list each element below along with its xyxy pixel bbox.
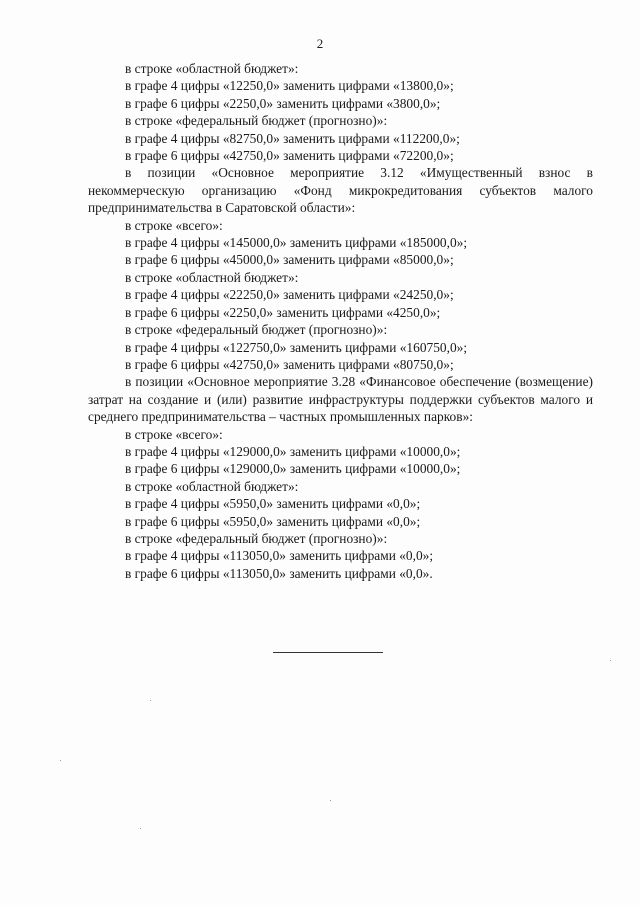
text-line: в строке «федеральный бюджет (прогнозно)»: xyxy=(125,530,388,546)
closing-separator-line xyxy=(273,652,383,653)
page-number: 2 xyxy=(316,36,324,51)
text-line: в строке «федеральный бюджет (прогнозно)»: xyxy=(125,113,388,129)
paragraph: в позиции «Основное мероприятие 3.12 «Имущественный взнос в некоммерческую организацию «Фонд микрокредитования субъектов малого предпринимательства в Саратовской области»: xyxy=(88,165,593,216)
text-line: в графе 4 цифры «82750,0» заменить цифрами «112200,0»; xyxy=(125,130,460,146)
text-line: в графе 6 цифры «2250,0» заменить цифрами «4250,0»; xyxy=(125,304,441,320)
scan-speck xyxy=(60,760,61,761)
text-line: в графе 6 цифры «42750,0» заменить цифрами «80750,0»; xyxy=(125,356,454,372)
text-line: в строке «федеральный бюджет (прогнозно)»: xyxy=(125,322,388,338)
document-body xyxy=(88,60,593,582)
text-line: в строке «областной бюджет»: xyxy=(125,269,299,285)
scan-speck xyxy=(150,700,151,701)
text-line: в графе 6 цифры «42750,0» заменить цифрами «72200,0»; xyxy=(125,148,454,164)
text-line: в строке «всего»: xyxy=(125,426,223,442)
text-line: в графе 6 цифры «45000,0» заменить цифрами «85000,0»; xyxy=(125,252,454,268)
text-line: в графе 4 цифры «22250,0» заменить цифрами «24250,0»; xyxy=(125,287,454,303)
paragraph: в позиции «Основное мероприятие 3.28 «Финансовое обеспечение (возмещение) затрат на создание и (или) развитие инфраструктуры поддержки субъектов малого и среднего предпринимательства – частных промышленных парков»: xyxy=(88,374,593,425)
text-line: в графе 4 цифры «12250,0» заменить цифрами «13800,0»; xyxy=(125,78,454,94)
text-line: в графе 4 цифры «122750,0» заменить цифрами «160750,0»; xyxy=(125,339,468,355)
text-line: в графе 4 цифры «5950,0» заменить цифрами «0,0»; xyxy=(125,496,421,512)
scan-speck xyxy=(610,660,611,661)
text-line: в графе 4 цифры «145000,0» заменить цифрами «185000,0»; xyxy=(125,235,468,251)
text-line: в графе 6 цифры «113050,0» заменить цифрами «0,0». xyxy=(125,565,433,581)
text-line: в строке «областной бюджет»: xyxy=(125,478,299,494)
text-line: в строке «всего»: xyxy=(125,217,223,233)
scan-speck xyxy=(140,828,141,829)
text-line: в графе 6 цифры «5950,0» заменить цифрами «0,0»; xyxy=(125,513,421,529)
text-line: в графе 6 цифры «2250,0» заменить цифрами «3800,0»; xyxy=(125,95,441,111)
scan-speck xyxy=(330,800,331,801)
text-line: в графе 4 цифры «113050,0» заменить цифрами «0,0»; xyxy=(125,548,434,564)
text-line: в графе 4 цифры «129000,0» заменить цифрами «10000,0»; xyxy=(125,443,461,459)
text-line: в строке «областной бюджет»: xyxy=(125,61,299,76)
text-line: в графе 6 цифры «129000,0» заменить цифрами «10000,0»; xyxy=(125,461,461,477)
